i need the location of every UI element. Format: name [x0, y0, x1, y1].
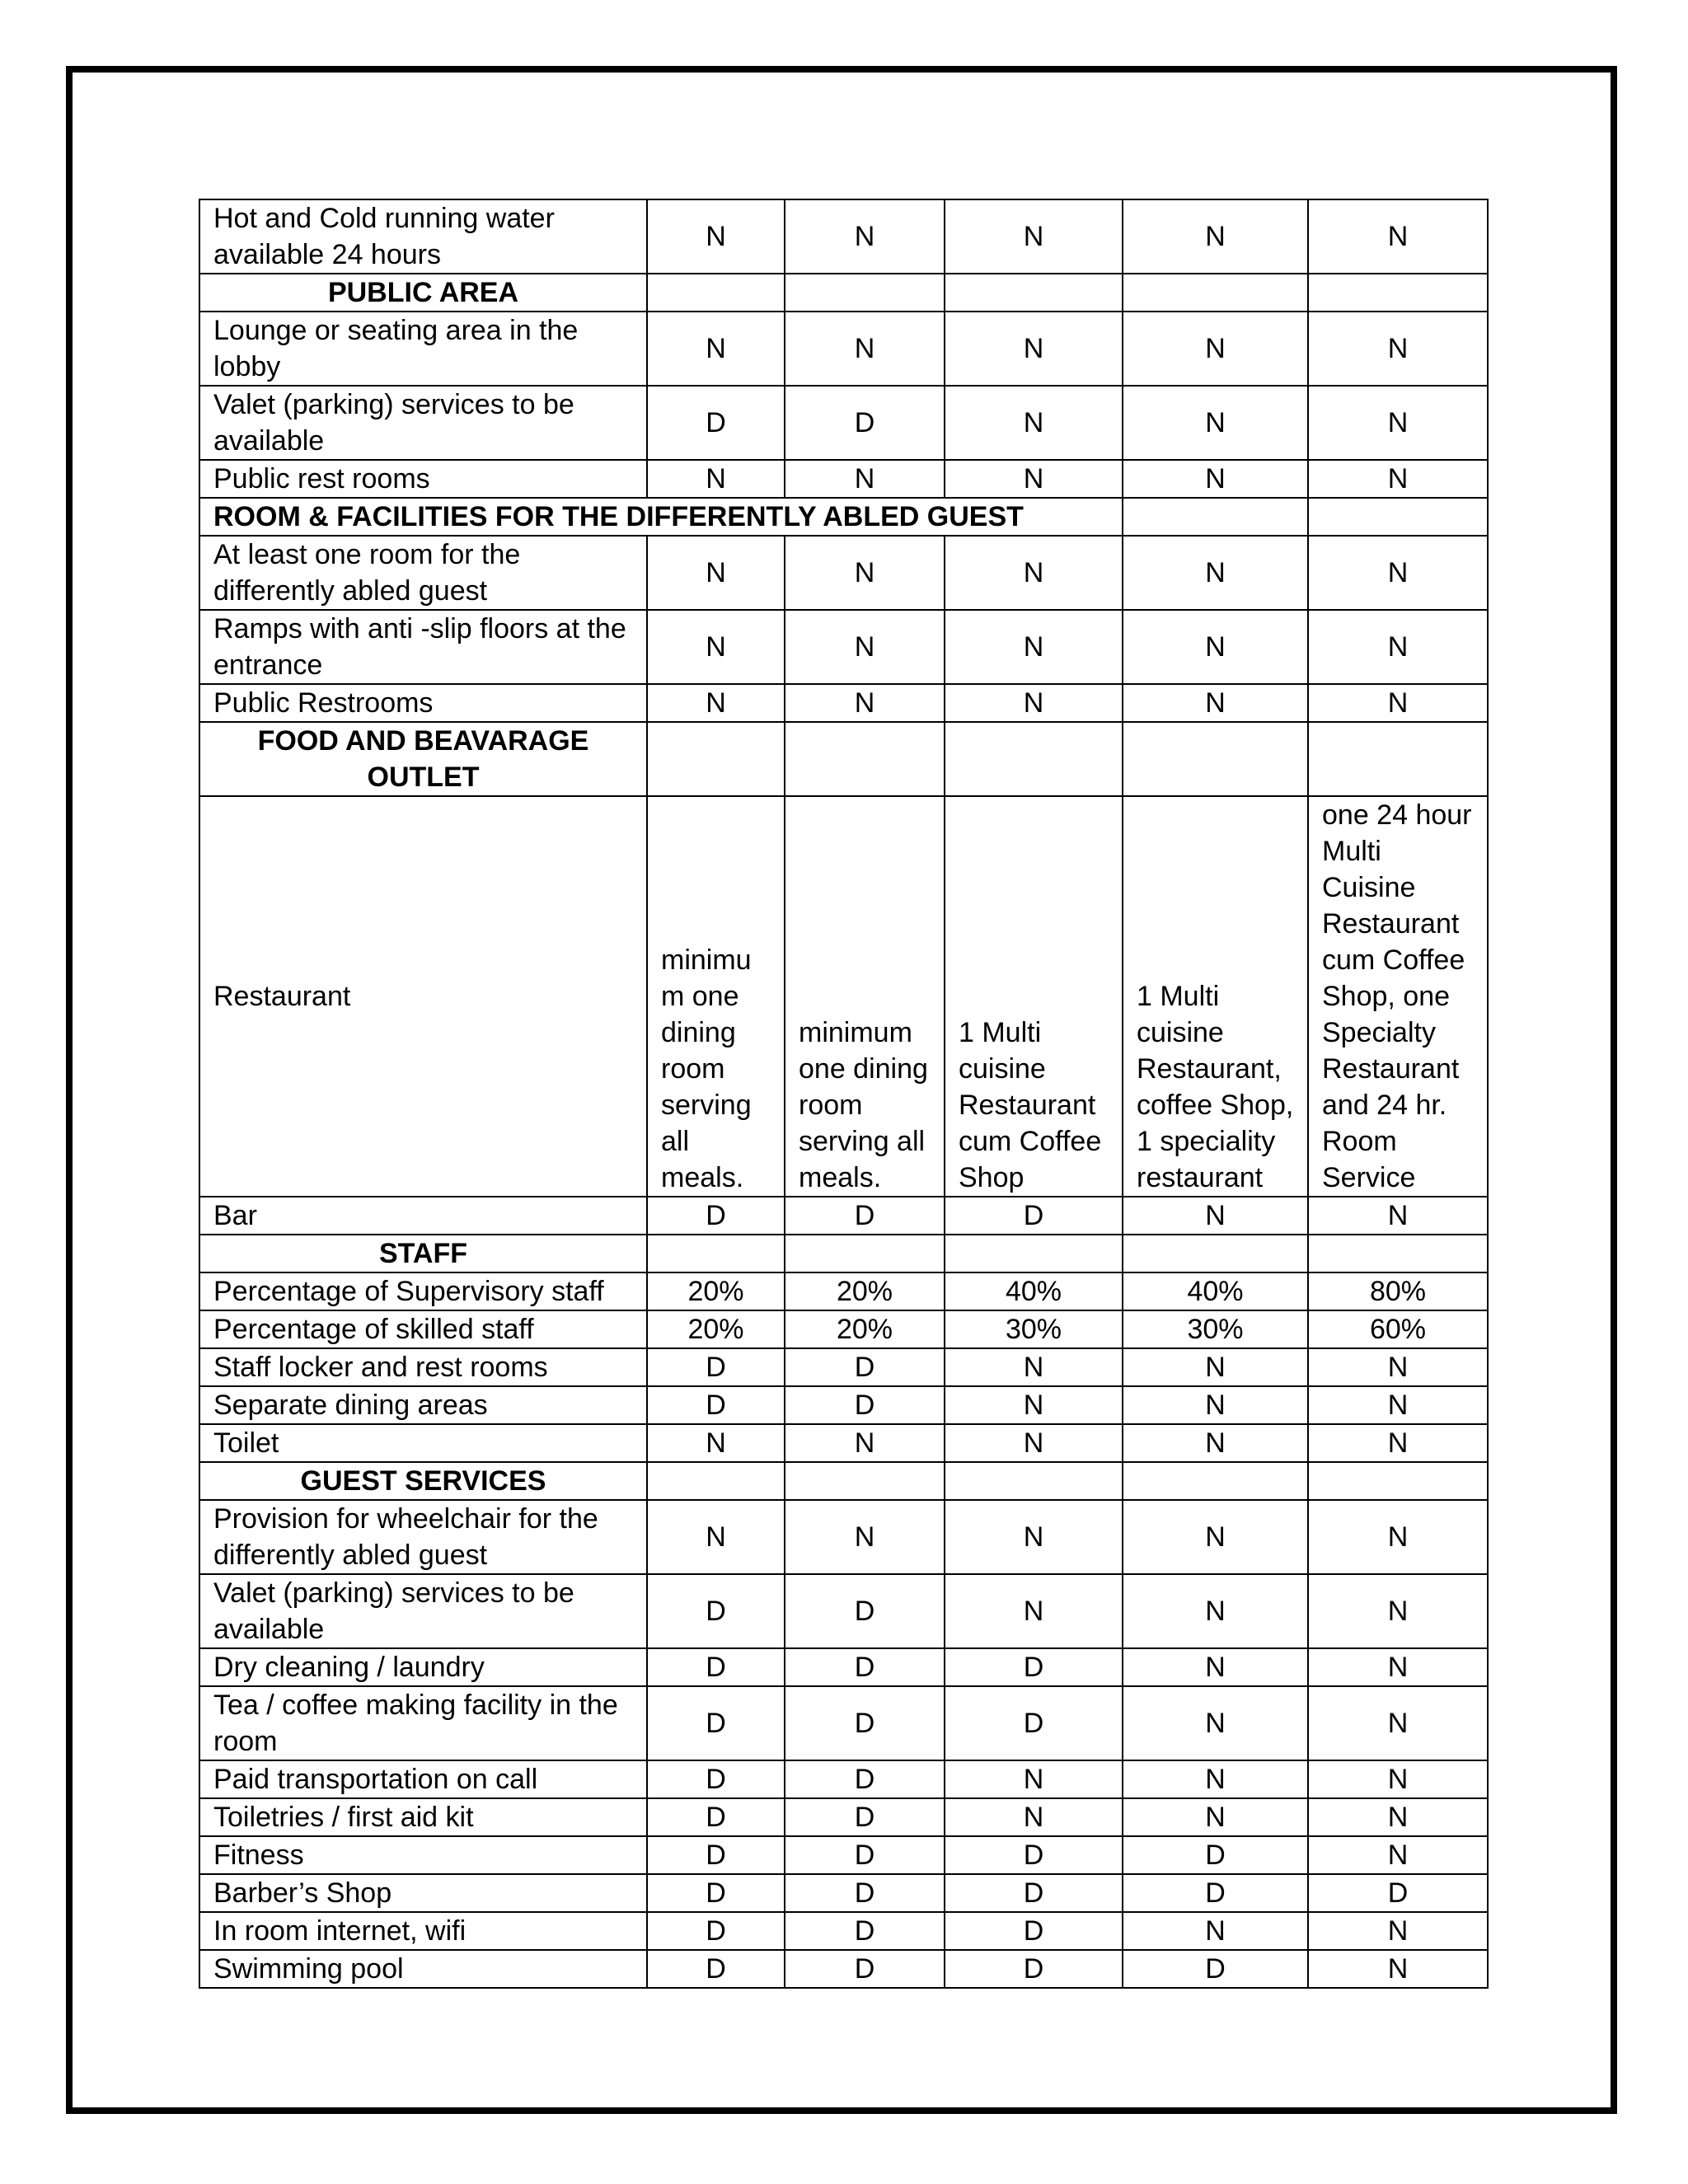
value-cell: N — [945, 1574, 1123, 1648]
value-cell: N — [1308, 1798, 1488, 1836]
value-cell: N — [1123, 1686, 1308, 1760]
value-cell: N — [647, 199, 785, 274]
section-heading: FOOD AND BEAVARAGE OUTLET — [199, 722, 647, 796]
table-row — [199, 1836, 1488, 1874]
value-cell: N — [1308, 1836, 1488, 1874]
value-cell: 30% — [1123, 1310, 1308, 1348]
value-cell: N — [647, 1424, 785, 1462]
value-cell: N — [647, 536, 785, 610]
table-row — [199, 1197, 1488, 1235]
value-cell: N — [1308, 312, 1488, 386]
section-heading: GUEST SERVICES — [199, 1462, 647, 1500]
value-cell: N — [1308, 1386, 1488, 1424]
value-cell: D — [945, 1686, 1123, 1760]
row-label: Public rest rooms — [199, 460, 647, 498]
row-label: Toiletries / first aid kit — [199, 1798, 647, 1836]
value-cell: D — [1123, 1874, 1308, 1912]
value-cell: D — [785, 1386, 945, 1424]
value-cell: D — [1308, 1874, 1488, 1912]
value-cell: N — [785, 536, 945, 610]
value-cell: D — [647, 1874, 785, 1912]
value-cell: D — [785, 1348, 945, 1386]
value-cell: N — [1308, 1912, 1488, 1950]
value-cell: N — [945, 199, 1123, 274]
empty-cell — [785, 1462, 945, 1500]
value-cell: 30% — [945, 1310, 1123, 1348]
value-cell: D — [647, 1798, 785, 1836]
table-row — [199, 722, 1488, 796]
empty-cell — [1308, 1462, 1488, 1500]
empty-cell — [945, 1235, 1123, 1272]
value-cell: N — [1308, 1348, 1488, 1386]
section-heading: ROOM & FACILITIES FOR THE DIFFERENTLY ABLED GUEST — [199, 498, 1123, 536]
row-label: Dry cleaning / laundry — [199, 1648, 647, 1686]
empty-cell — [647, 1235, 785, 1272]
section-heading: STAFF — [199, 1235, 647, 1272]
row-label: Provision for wheelchair for the differently abled guest — [199, 1500, 647, 1574]
value-cell: N — [945, 1500, 1123, 1574]
value-cell: 20% — [785, 1310, 945, 1348]
value-cell: 1 Multi cuisine Restaurant cum Coffee Shop — [945, 796, 1123, 1197]
value-cell: minimum one dining room serving all meals. — [785, 796, 945, 1197]
table-row — [199, 1760, 1488, 1798]
empty-cell — [1123, 274, 1308, 312]
row-label: Public Restrooms — [199, 684, 647, 722]
value-cell: N — [945, 1424, 1123, 1462]
empty-cell — [1123, 722, 1308, 796]
value-cell: N — [1308, 1500, 1488, 1574]
empty-cell — [647, 274, 785, 312]
value-cell: N — [785, 610, 945, 684]
table-row — [199, 460, 1488, 498]
row-label: Valet (parking) services to be available — [199, 386, 647, 460]
row-label: Lounge or seating area in the lobby — [199, 312, 647, 386]
value-cell: N — [1308, 1197, 1488, 1235]
value-cell: N — [647, 684, 785, 722]
row-label: Paid transportation on call — [199, 1760, 647, 1798]
value-cell: D — [785, 1950, 945, 1988]
value-cell: N — [1123, 1386, 1308, 1424]
table-row — [199, 386, 1488, 460]
value-cell: N — [647, 312, 785, 386]
table-row — [199, 1798, 1488, 1836]
value-cell: N — [647, 460, 785, 498]
value-cell: N — [1308, 1648, 1488, 1686]
value-cell: N — [1123, 312, 1308, 386]
value-cell: N — [1308, 1424, 1488, 1462]
value-cell: N — [785, 199, 945, 274]
empty-cell — [647, 722, 785, 796]
empty-cell — [1123, 1235, 1308, 1272]
row-label: Tea / coffee making facility in the room — [199, 1686, 647, 1760]
value-cell: N — [1123, 1798, 1308, 1836]
value-cell: D — [945, 1197, 1123, 1235]
table-row — [199, 610, 1488, 684]
value-cell: D — [647, 1950, 785, 1988]
value-cell: D — [945, 1836, 1123, 1874]
value-cell: D — [1123, 1836, 1308, 1874]
table-row — [199, 312, 1488, 386]
value-cell: D — [785, 1648, 945, 1686]
hotel-standards-table — [199, 199, 1489, 1989]
value-cell: N — [1123, 536, 1308, 610]
value-cell: 40% — [1123, 1272, 1308, 1310]
value-cell: N — [1123, 1648, 1308, 1686]
empty-cell — [945, 1462, 1123, 1500]
row-label: Toilet — [199, 1424, 647, 1462]
value-cell: N — [1123, 1424, 1308, 1462]
value-cell: D — [785, 1574, 945, 1648]
table-row — [199, 1950, 1488, 1988]
table-row — [199, 1574, 1488, 1648]
empty-cell — [1123, 1462, 1308, 1500]
value-cell: D — [647, 1348, 785, 1386]
row-label: Staff locker and rest rooms — [199, 1348, 647, 1386]
value-cell: N — [1308, 1686, 1488, 1760]
value-cell: N — [1308, 1950, 1488, 1988]
value-cell: N — [1123, 1760, 1308, 1798]
value-cell: D — [647, 1686, 785, 1760]
table-body — [199, 199, 1488, 1988]
value-cell: N — [1123, 684, 1308, 722]
value-cell: N — [647, 1500, 785, 1574]
value-cell: D — [785, 1798, 945, 1836]
value-cell: 80% — [1308, 1272, 1488, 1310]
row-label: At least one room for the differently abled guest — [199, 536, 647, 610]
row-label: Fitness — [199, 1836, 647, 1874]
table-row — [199, 1912, 1488, 1950]
table-row — [199, 498, 1488, 536]
table-row — [199, 796, 1488, 1197]
value-cell: D — [647, 1648, 785, 1686]
row-label: In room internet, wifi — [199, 1912, 647, 1950]
value-cell: N — [1123, 386, 1308, 460]
table-row — [199, 1500, 1488, 1574]
value-cell: 20% — [647, 1310, 785, 1348]
table-row — [199, 1424, 1488, 1462]
empty-cell — [785, 722, 945, 796]
value-cell: N — [785, 460, 945, 498]
table-row — [199, 684, 1488, 722]
value-cell: N — [1308, 684, 1488, 722]
value-cell: N — [945, 386, 1123, 460]
value-cell: N — [1123, 1912, 1308, 1950]
value-cell: N — [1308, 1760, 1488, 1798]
row-label: Bar — [199, 1197, 647, 1235]
value-cell: N — [1308, 1574, 1488, 1648]
table-row — [199, 1874, 1488, 1912]
value-cell: D — [785, 1760, 945, 1798]
value-cell: N — [1308, 460, 1488, 498]
value-cell: N — [785, 1424, 945, 1462]
value-cell: N — [945, 1386, 1123, 1424]
empty-cell — [1308, 722, 1488, 796]
value-cell: N — [1123, 1197, 1308, 1235]
value-cell: N — [1123, 1348, 1308, 1386]
value-cell: N — [945, 460, 1123, 498]
value-cell: D — [647, 1574, 785, 1648]
value-cell: minimu m one dining room serving all meals. — [647, 796, 785, 1197]
value-cell: N — [1123, 460, 1308, 498]
table-row — [199, 1235, 1488, 1272]
value-cell: N — [1123, 199, 1308, 274]
value-cell: N — [1308, 199, 1488, 274]
value-cell: 20% — [647, 1272, 785, 1310]
row-label: Separate dining areas — [199, 1386, 647, 1424]
value-cell: N — [1123, 1574, 1308, 1648]
empty-cell — [945, 274, 1123, 312]
value-cell: 20% — [785, 1272, 945, 1310]
row-label: Percentage of skilled staff — [199, 1310, 647, 1348]
section-heading: PUBLIC AREA — [199, 274, 647, 312]
value-cell: N — [945, 1348, 1123, 1386]
empty-cell — [1308, 274, 1488, 312]
table-row — [199, 1462, 1488, 1500]
value-cell: D — [785, 1836, 945, 1874]
value-cell: N — [945, 312, 1123, 386]
value-cell: N — [1123, 1500, 1308, 1574]
value-cell: N — [785, 1500, 945, 1574]
value-cell: N — [1308, 610, 1488, 684]
row-label: Swimming pool — [199, 1950, 647, 1988]
table-row — [199, 1648, 1488, 1686]
value-cell: N — [1308, 536, 1488, 610]
value-cell: N — [945, 610, 1123, 684]
table-row — [199, 1686, 1488, 1760]
value-cell: D — [647, 1386, 785, 1424]
value-cell: D — [785, 1912, 945, 1950]
table-row — [199, 536, 1488, 610]
value-cell: D — [945, 1950, 1123, 1988]
value-cell: D — [945, 1648, 1123, 1686]
table-row — [199, 199, 1488, 274]
value-cell: N — [647, 610, 785, 684]
table-row — [199, 1272, 1488, 1310]
value-cell: D — [785, 1686, 945, 1760]
row-label: Hot and Cold running water available 24 hours — [199, 199, 647, 274]
row-label: Ramps with anti -slip floors at the entrance — [199, 610, 647, 684]
value-cell: D — [647, 1760, 785, 1798]
table-row — [199, 1348, 1488, 1386]
empty-cell — [945, 722, 1123, 796]
row-label: Percentage of Supervisory staff — [199, 1272, 647, 1310]
value-cell: N — [785, 684, 945, 722]
value-cell: N — [1308, 386, 1488, 460]
empty-cell — [1123, 498, 1308, 536]
value-cell: N — [945, 1760, 1123, 1798]
value-cell: N — [785, 312, 945, 386]
value-cell: D — [647, 1912, 785, 1950]
value-cell: 1 Multi cuisine Restaurant, coffee Shop, 1 speciality restaurant — [1123, 796, 1308, 1197]
empty-cell — [647, 1462, 785, 1500]
empty-cell — [1308, 498, 1488, 536]
table-row — [199, 1310, 1488, 1348]
value-cell: one 24 hour Multi Cuisine Restaurant cum Coffee Shop, one Specialty Restaurant and 24 hr. Room Service — [1308, 796, 1488, 1197]
row-label: Barber’s Shop — [199, 1874, 647, 1912]
value-cell: N — [945, 684, 1123, 722]
row-label: Restaurant — [199, 796, 647, 1197]
row-label: Valet (parking) services to be available — [199, 1574, 647, 1648]
value-cell: D — [785, 1197, 945, 1235]
value-cell: D — [647, 386, 785, 460]
empty-cell — [785, 274, 945, 312]
value-cell: D — [785, 386, 945, 460]
empty-cell — [1308, 1235, 1488, 1272]
value-cell: N — [945, 536, 1123, 610]
value-cell: N — [1123, 610, 1308, 684]
table-row — [199, 1386, 1488, 1424]
value-cell: 60% — [1308, 1310, 1488, 1348]
value-cell: N — [945, 1798, 1123, 1836]
value-cell: D — [945, 1912, 1123, 1950]
value-cell: 40% — [945, 1272, 1123, 1310]
value-cell: D — [1123, 1950, 1308, 1988]
value-cell: D — [647, 1197, 785, 1235]
table-row — [199, 274, 1488, 312]
value-cell: D — [647, 1836, 785, 1874]
empty-cell — [785, 1235, 945, 1272]
value-cell: D — [945, 1874, 1123, 1912]
value-cell: D — [785, 1874, 945, 1912]
